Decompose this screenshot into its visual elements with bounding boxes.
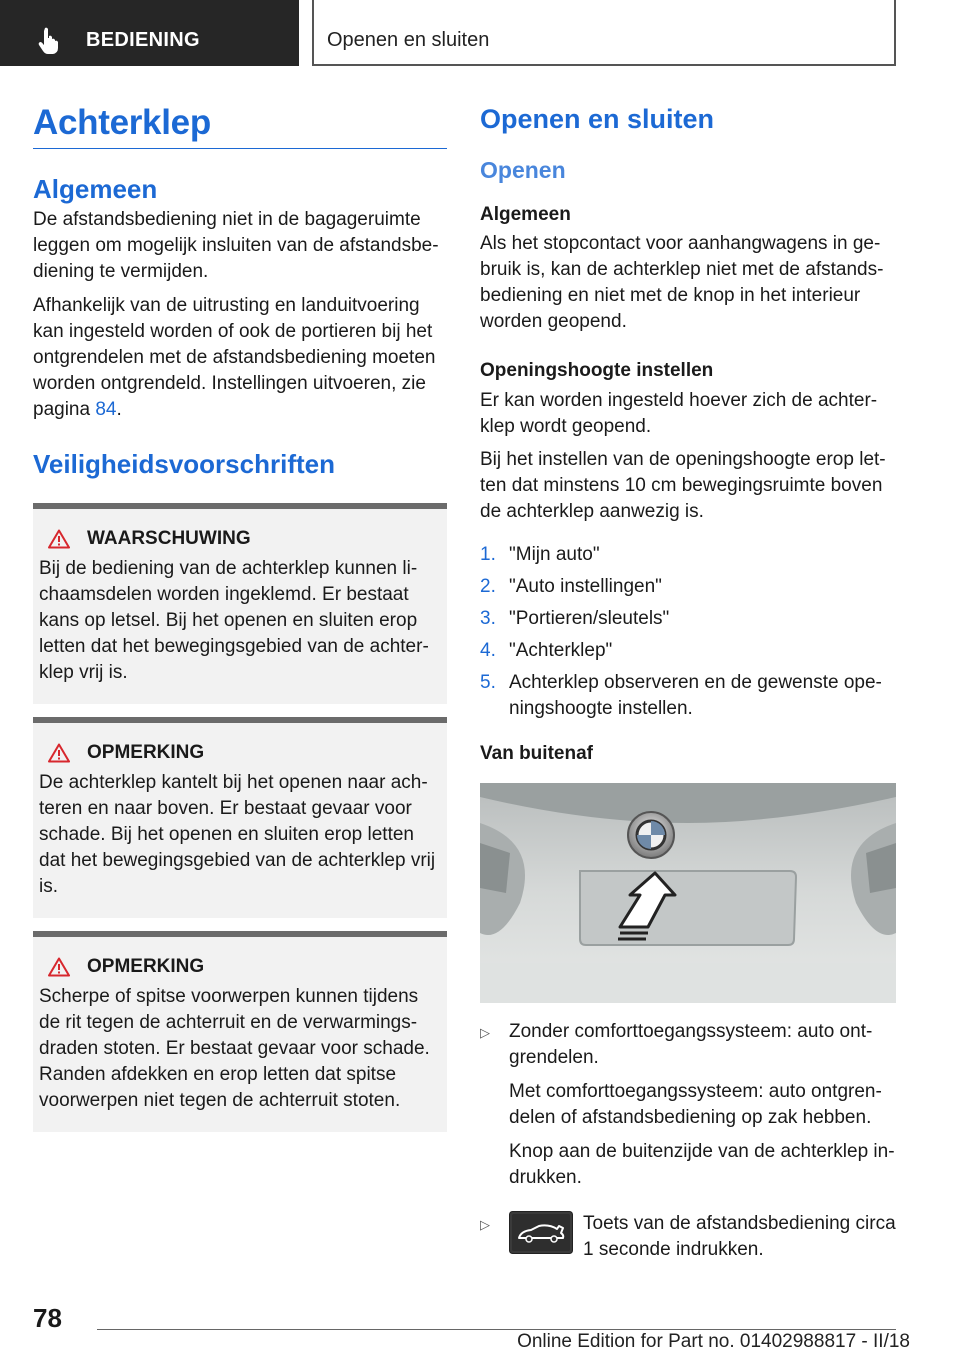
section-subtitle: Openen	[480, 157, 566, 183]
bullet-1-paragraph-1: Zonder comforttoegangssysteem: auto ontgrendelen.	[509, 1021, 873, 1068]
footer-rule	[97, 1329, 896, 1330]
step-number: 4.	[480, 640, 496, 661]
remark-note-2-text: Scherpe of spitse voorwerpen kunnen tijdens de rit tegen de achterruit en de verwarmingsdraden stoten. Er bestaat gevaar voor schade. Randen afdekken en erop letten dat spitse voorwerpen niet tegen de achterruit stoten.	[39, 986, 430, 1111]
list-item	[480, 574, 896, 600]
step-number: 5.	[480, 672, 496, 693]
remark-note-1	[33, 717, 447, 918]
step-number: 2.	[480, 576, 496, 597]
general-heading: Algemeen	[33, 174, 158, 204]
tailgate-illustration	[480, 783, 896, 1003]
warning-note	[33, 503, 447, 704]
warning-note-text: Bij de bediening van de achterklep kunnen lichaamsdelen worden ingeklemd. Er bestaat kans op letsel. Bij het openen en sluiten erop letten dat het bewegingsgebied van de achterklep vrij is.	[39, 558, 429, 683]
tailgate-photo	[480, 783, 896, 1003]
right-general-paragraph: Als het stopcontact voor aanhangwagens in gebruik is, kan de achterklep niet met de afstandsbediening en niet met de knop in het interieur worden geopend.	[480, 233, 884, 332]
hand-pointer-icon	[36, 26, 64, 54]
list-item	[480, 670, 896, 722]
bullet-triangle-icon: ▷	[480, 1025, 490, 1040]
list-item	[480, 638, 896, 664]
remark-note-2-title-text: OPMERKING	[87, 956, 205, 977]
opening-height-paragraph-1: Er kan worden ingesteld hoever zich de achterklep wordt geopend.	[480, 390, 878, 437]
page-title: Achterklep	[33, 103, 211, 142]
right-general-heading: Algemeen	[480, 204, 571, 225]
remark-note-1-title-text: OPMERKING	[87, 742, 205, 763]
step-text: "Portieren/sleutels"	[509, 608, 670, 629]
steps-list	[480, 542, 896, 722]
warning-triangle-icon	[48, 743, 70, 763]
step-text: "Auto instellingen"	[509, 576, 662, 597]
warning-note-title	[39, 526, 441, 552]
section-title: Openen en sluiten	[480, 104, 715, 134]
bullet-triangle-icon: ▷	[480, 1217, 490, 1232]
outside-heading: Van buitenaf	[480, 743, 593, 764]
page-reference-link[interactable]: 84	[95, 399, 117, 420]
bullet-2-text: Toets van de afstandsbediening circa 1 seconde indrukken.	[583, 1213, 896, 1260]
remark-note-2	[33, 931, 447, 1132]
step-text: "Mijn auto"	[509, 544, 600, 565]
general-paragraph-2-end: .	[116, 399, 122, 420]
title-rule	[33, 148, 447, 149]
opening-height-heading: Openingshoogte instellen	[480, 360, 714, 381]
remark-note-2-title	[39, 954, 441, 980]
header-section-label: BEDIENING	[86, 29, 200, 51]
opening-height-paragraph-2: Bij het instellen van de openingshoogte erop letten dat minstens 10 cm bewegingsruimte boven de achterklep aanwezig is.	[480, 449, 886, 522]
page-number: 78	[33, 1303, 62, 1333]
warning-note-title-text: WAARSCHUWING	[87, 528, 251, 549]
general-paragraph-1: De afstandsbediening niet in de bagageruimte leggen om mogelijk insluiten van de afstandsbediening te vermijden.	[33, 209, 439, 282]
list-item	[480, 542, 896, 568]
bullet-1-paragraph-3: Knop aan de buitenzijde van de achterklep indrukken.	[509, 1141, 895, 1188]
step-text: "Achterklep"	[509, 640, 613, 661]
remote-tailgate-button-icon	[509, 1211, 573, 1254]
remark-note-1-text: De achterklep kantelt bij het openen naar achteren en naar boven. Er bestaat gevaar voor schade. Bij het openen en sluiten erop letten dat het bewegingsgebied van de achterklep vrij is.	[39, 772, 436, 897]
general-paragraph-2-text: Afhankelijk van de uitrusting en landuitvoering kan ingesteld worden of ook de portieren bij het ontgrendelen met de afstandsbediening moeten worden ontgrendeld. Instellingen uitvoeren, zie pagina	[33, 295, 436, 420]
bullet-item-2	[480, 1211, 896, 1263]
step-number: 1.	[480, 544, 496, 565]
remark-note-1-title	[39, 740, 441, 766]
header-section-tab	[0, 0, 299, 66]
warning-triangle-icon	[48, 529, 70, 549]
bullet-item-1	[480, 1019, 896, 1191]
header-topic-box	[312, 0, 896, 66]
general-paragraph-2	[33, 293, 447, 423]
safety-heading: Veiligheidsvoorschriften	[33, 449, 335, 479]
header-topic-label: Openen en sluiten	[327, 29, 490, 51]
list-item	[480, 606, 896, 632]
right-column	[480, 100, 896, 1263]
step-number: 3.	[480, 608, 496, 629]
bullet-1-paragraph-2: Met comforttoegangssysteem: auto ontgrendelen of afstandsbediening op zak hebben.	[509, 1081, 882, 1128]
footer-edition: Online Edition for Part no. 01402988817 - II/18	[517, 1331, 910, 1352]
warning-triangle-icon	[48, 957, 70, 977]
left-column	[33, 100, 447, 1132]
step-text: Achterklep observeren en de gewenste openingshoogte instellen.	[509, 672, 882, 719]
